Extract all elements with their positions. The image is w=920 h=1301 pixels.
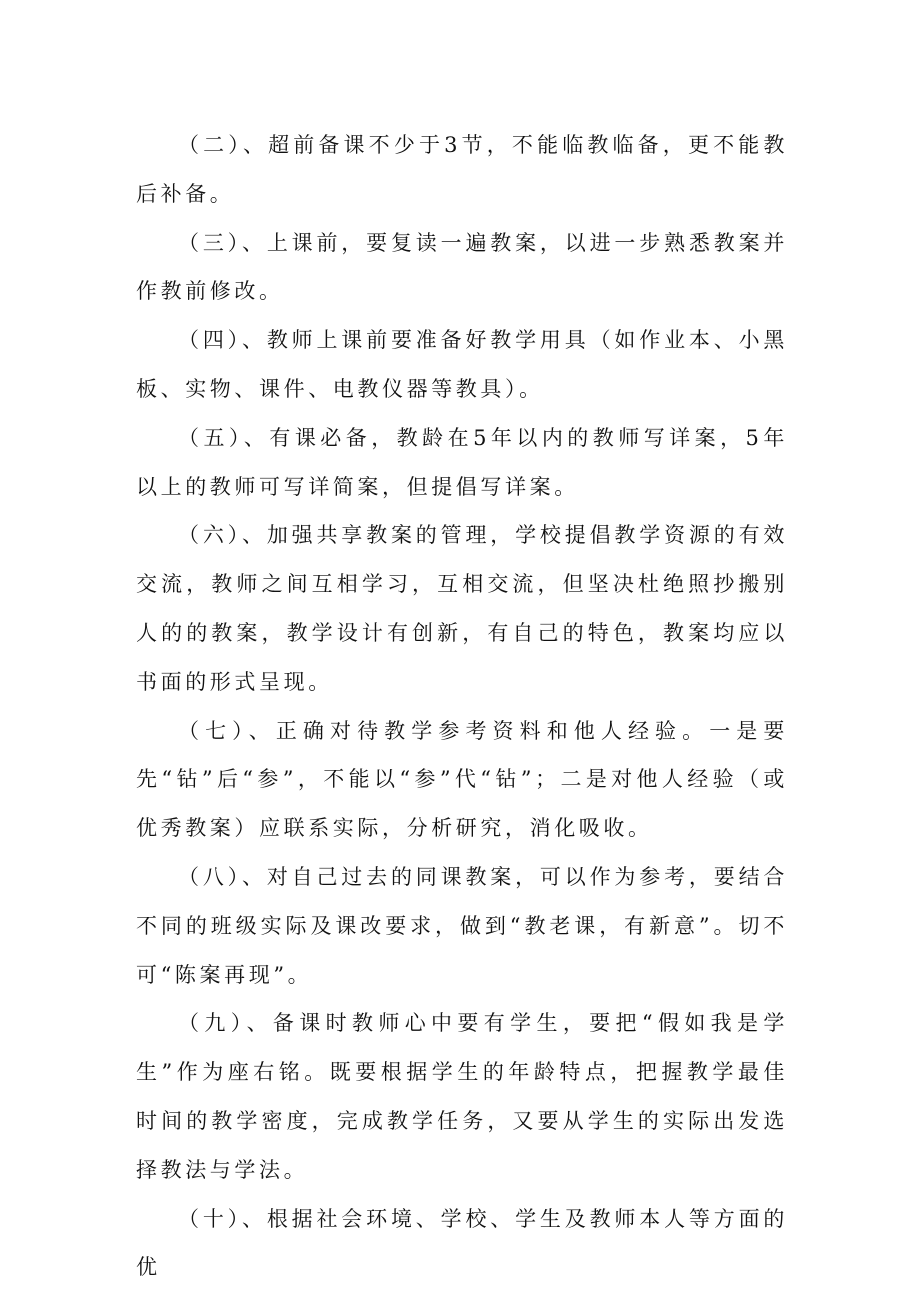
paragraph-10: （十）、根据社会环境、学校、学生及教师本人等方面的优 <box>136 1206 788 1280</box>
paragraph-6: （六）、加强共享教案的管理，学校提倡教学资源的有效交流，教师之间互相学习，互相交流，但坚决杜绝照抄搬别人的的教案，教学设计有创新，有自己的特色，教案均应以书面的形式呈现。 <box>136 523 788 694</box>
document-body <box>136 121 788 1292</box>
paragraph-3: （三）、上课前，要复读一遍教案，以进一步熟悉教案并作教前修改。 <box>136 230 788 304</box>
paragraph-7: （七）、正确对待教学参考资料和他人经验。一是要先“钻”后“参”，不能以“参”代“钻”；二是对他人经验（或优秀教案）应联系实际，分析研究，消化吸收。 <box>136 718 788 841</box>
paragraph-4: （四）、教师上课前要准备好教学用具（如作业本、小黑板、实物、课件、电教仪器等教具）。 <box>136 328 788 401</box>
paragraph-5: （五）、有课必备，教龄在5年以内的教师写详案，5年以上的教师可写详简案，但提倡写详案。 <box>136 425 788 499</box>
paragraph-9: （九）、备课时教师心中要有学生，要把“假如我是学生”作为座右铭。既要根据学生的年龄特点，把握教学最佳时间的教学密度，完成教学任务，又要从学生的实际出发选择教法与学法。 <box>136 1011 788 1182</box>
paragraph-2: （二）、超前备课不少于3节，不能临教临备，更不能教后补备。 <box>136 133 788 206</box>
paragraph-8: （八）、对自己过去的同课教案，可以作为参考，要结合不同的班级实际及课改要求，做到“教老课，有新意”。切不可“陈案再现”。 <box>136 864 788 987</box>
